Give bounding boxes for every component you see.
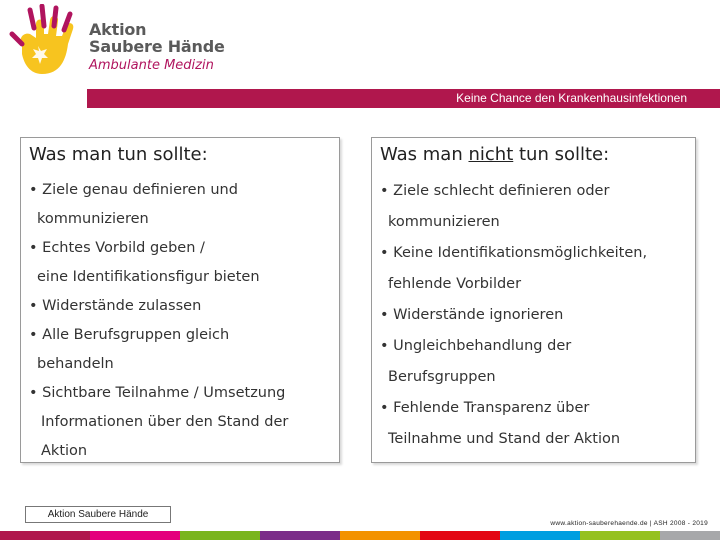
list-item — [380, 300, 689, 331]
header-bar — [87, 89, 720, 108]
footer-color-strip — [0, 531, 720, 540]
list-item — [380, 393, 689, 455]
donts-list — [380, 176, 689, 455]
list-item-text: • Alle Berufsgruppen gleich — [29, 327, 230, 343]
panel-donts — [371, 137, 696, 463]
list-item-text: Berufsgruppen — [388, 369, 496, 385]
header-tagline: Keine Chance den Krankenhausinfektionen — [456, 91, 687, 105]
color-strip-segment — [580, 531, 660, 540]
list-item — [29, 234, 333, 292]
list-item-text: Aktion — [41, 443, 88, 459]
list-item — [29, 379, 333, 466]
panel-dos-title: Was man tun sollte: — [29, 144, 208, 165]
list-item-text: • Echtes Vorbild geben / — [29, 240, 205, 256]
logo-subtitle: Ambulante Medizin — [89, 57, 214, 73]
list-item — [380, 238, 689, 300]
list-item-text: eine Identifikationsfigur bieten — [37, 269, 260, 285]
list-item-text: • Widerstände zulassen — [29, 298, 202, 314]
list-item — [29, 176, 333, 234]
list-item-text: kommunizieren — [37, 211, 149, 227]
footer-label: Aktion Saubere Hände — [25, 506, 171, 523]
list-item-text: behandeln — [37, 356, 114, 372]
list-item-text: Teilnahme und Stand der Aktion — [388, 431, 621, 447]
list-item-text: • Keine Identifikationsmöglichkeiten, — [380, 245, 648, 261]
logo-line-2: Saubere Hände — [89, 36, 225, 56]
list-item-text: fehlende Vorbilder — [388, 276, 522, 292]
color-strip-segment — [90, 531, 180, 540]
color-strip-segment — [420, 531, 500, 540]
color-strip-segment — [180, 531, 260, 540]
list-item — [380, 331, 689, 393]
list-item-text: • Ziele schlecht definieren oder — [380, 183, 610, 199]
title-emphasis: nicht — [468, 144, 514, 165]
list-item-text: • Sichtbare Teilnahme / Umsetzung — [29, 385, 286, 401]
panel-donts-title — [380, 144, 609, 165]
list-item — [29, 321, 333, 379]
logo-line-1: Aktion — [89, 20, 147, 39]
list-item-text: • Fehlende Transparenz über — [380, 400, 590, 416]
color-strip-segment — [340, 531, 420, 540]
list-item — [380, 176, 689, 238]
footer-url: www.aktion-sauberehaende.de | ASH 2008 - 2019 — [550, 520, 708, 527]
color-strip-segment — [0, 531, 90, 540]
title-part: tun sollte: — [513, 144, 610, 165]
list-item — [29, 292, 333, 321]
color-strip-segment — [500, 531, 580, 540]
list-item-text: • Ziele genau definieren und — [29, 182, 238, 198]
color-strip-segment — [260, 531, 340, 540]
list-item-text: • Ungleichbehandlung der — [380, 338, 572, 354]
list-item-text: • Widerstände ignorieren — [380, 307, 564, 323]
list-item-text: kommunizieren — [388, 214, 500, 230]
logo-text — [89, 22, 225, 72]
hand-logo-icon — [8, 4, 86, 80]
title-part: Was man — [380, 144, 469, 165]
list-item-text: Informationen über den Stand der — [41, 414, 289, 430]
dos-list — [29, 176, 333, 466]
panel-dos — [20, 137, 340, 463]
color-strip-segment — [660, 531, 720, 540]
